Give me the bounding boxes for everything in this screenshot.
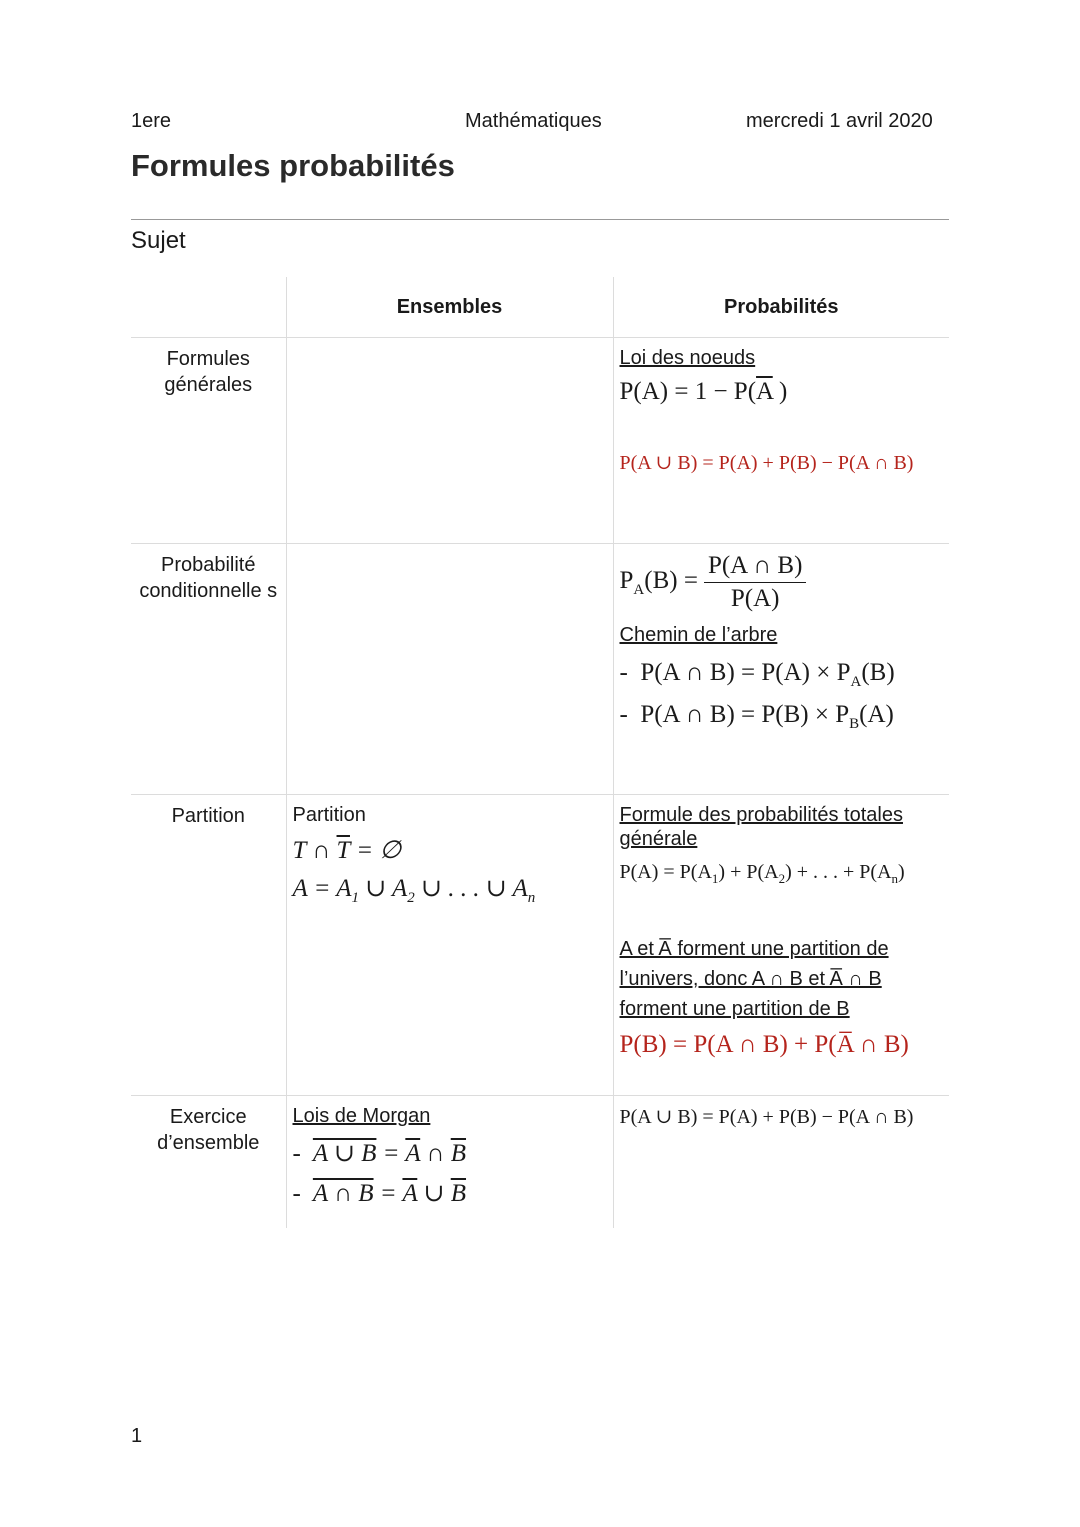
partition-text-2: l’univers, donc A ∩ B et A̅ ∩ B [619, 968, 882, 990]
cell-probs-conditional [613, 544, 949, 795]
cell-sets-conditional [286, 544, 613, 795]
cell-sets-partition [286, 795, 613, 1096]
fraction-denominator: P(A) [730, 585, 780, 612]
heading-partition: Partition [292, 804, 366, 826]
cell-sets-general [286, 338, 613, 544]
column-header-probs: Probabilités [613, 277, 949, 338]
formula-table [131, 277, 949, 1228]
cell-probs-general [613, 338, 949, 544]
table-row [131, 338, 949, 544]
partition-text-1: A et A̅ forment une partition de [619, 938, 889, 960]
header-subject: Mathématiques [465, 110, 602, 132]
row-label-exercise: Exercice d’ensemble [157, 1106, 260, 1154]
heading-total-probability: Formule des probabilités totales générale [619, 804, 903, 850]
header-empty [131, 277, 286, 338]
formula-partition-b: P(B) = P(A ∩ B) + P(A̅ ∩ B) [619, 1031, 909, 1058]
table-row [131, 544, 949, 795]
title-divider [131, 219, 949, 220]
heading-de-morgan: Lois de Morgan [292, 1105, 431, 1127]
cell-probs-exercise [613, 1096, 949, 1228]
page-number: 1 [131, 1425, 143, 1447]
row-label-partition: Partition [131, 795, 286, 1096]
formula-de-morgan-1: - A ∪ $B = \overline{A}$ ∩ $\overline{B}$ [292, 1140, 467, 1167]
cell-probs-partition [613, 795, 949, 1096]
formula-total-probability: $P(A) = P(A_1) + P(A_2)$ + . . . + $P(A_n)$ [619, 861, 905, 886]
table-row [131, 1096, 949, 1228]
header-level: 1ere [131, 110, 172, 132]
table-header-row [131, 277, 949, 338]
formula-union-parts: $A = A_1$ ∪ $A_2$ ∪ . . . ∪ $A_n$ [292, 875, 536, 906]
formula-union-exercise: P(A ∪ B) = P(A) + P(B) − P(A ∩ B) [619, 1106, 914, 1128]
heading-tree-path: Chemin de l’arbre [619, 624, 778, 646]
page-title: Formules probabilités [131, 148, 455, 183]
heading-loi-noeuds: Loi des noeuds [619, 347, 756, 369]
formula-tree-2: - P(A ∩ $B) = P(B) \times P_B(A)$ [619, 701, 894, 732]
row-label-general: Formules générales [131, 338, 286, 544]
formula-tree-1: - P(A ∩ $B) = P(A) \times P_A(B)$ [619, 659, 895, 690]
formula-empty-intersection: T ∩ $\overline{T}$ = ∅ [292, 837, 402, 864]
column-header-sets: Ensembles [286, 277, 613, 338]
formula-union: P(A ∪ B) = P(A) + P(B) − P(A ∩ B) [619, 452, 914, 474]
header-date: mercredi 1 avril 2020 [746, 110, 933, 132]
row-label-conditional: Probabilité conditionnelle s [131, 544, 286, 795]
cell-sets-exercise [286, 1096, 613, 1228]
formula-conditional: $P_A(B)$ = $\frac{P(A \cap B)}{P(A)}$ [620, 552, 944, 613]
formula-de-morgan-2: - A ∩ $B = \overline{A}$ ∪ $\overline{B}$ [292, 1180, 467, 1207]
partition-text-3: forment une partition de B [619, 998, 850, 1020]
fraction-numerator: P(A ∩ B) [704, 552, 806, 583]
table-row [131, 795, 949, 1096]
formula-complement: $P(A) = 1 - P(\overline{A}$ ) [619, 378, 788, 405]
section-heading: Sujet [131, 227, 186, 254]
